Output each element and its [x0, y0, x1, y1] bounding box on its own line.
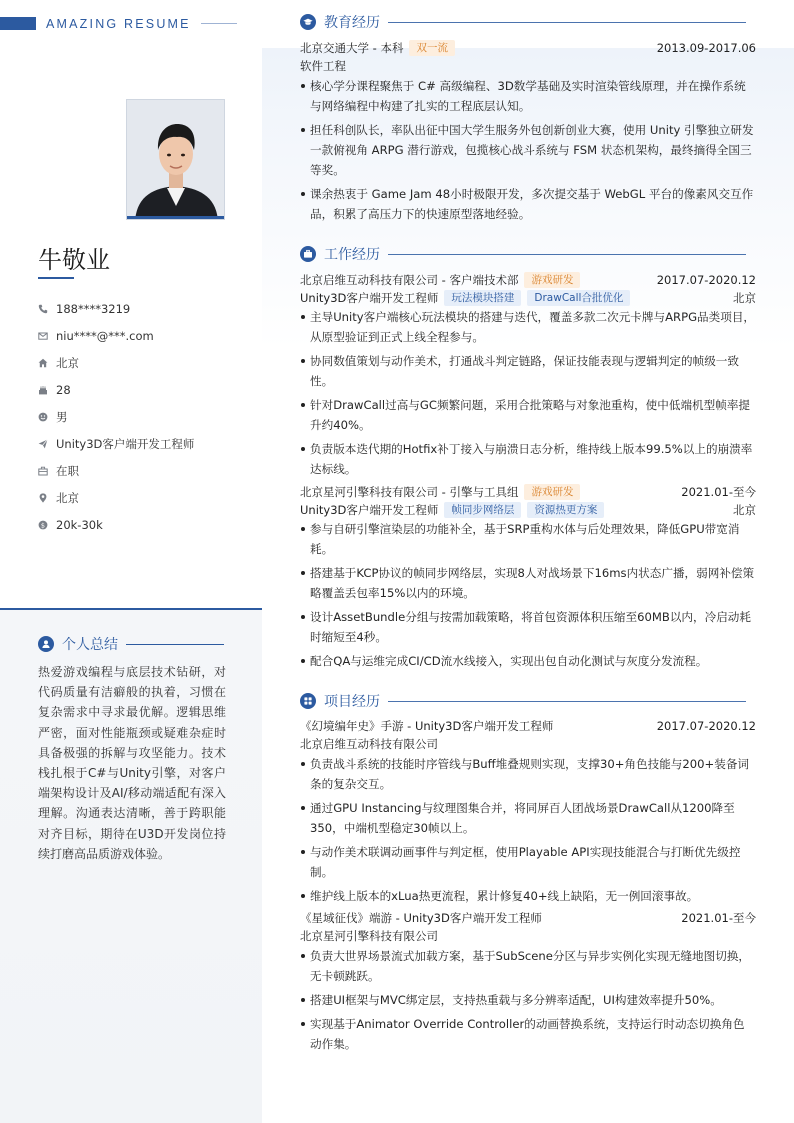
job-1-tag: 游戏研发	[524, 272, 580, 288]
info-email	[38, 322, 258, 349]
project-1-bullets	[300, 754, 756, 910]
job-2-role-row	[300, 502, 756, 518]
home-icon	[38, 358, 48, 368]
project-1-company: 北京启维互动科技有限公司	[300, 737, 438, 751]
list-item: 配合QA与运维完成CI/CD流水线接入，实现出包自动化测试与灰度分发流程。	[300, 651, 756, 671]
work-section-header	[300, 244, 746, 264]
education-section-header	[300, 12, 746, 32]
job-1-role: Unity3D客户端开发工程师	[300, 291, 439, 305]
list-item: 与动作美术联调动画事件与判定框，使用Playable API实现技能混合与打断优先级控制。	[300, 842, 756, 882]
work-icon	[300, 246, 316, 262]
info-phone	[38, 295, 258, 322]
info-email-value: niu****@***.com	[56, 328, 154, 343]
list-item: 负责战斗系统的技能时序管线与Buff堆叠规则实现，支撑30+角色技能与200+装备词条的复杂交互。	[300, 754, 756, 794]
summary-title-line	[126, 644, 224, 645]
info-target-city-value: 北京	[56, 490, 79, 505]
info-target-position-value: Unity3D客户端开发工程师	[56, 436, 195, 451]
info-salary-value: 20k-30k	[56, 517, 103, 532]
education-school-tag: 双一流	[409, 40, 455, 56]
grid-icon	[300, 693, 316, 709]
summary-title: 个人总结	[62, 637, 118, 653]
list-item: 搭建基于KCP协议的帧同步网络层，实现8人对战场景下16ms内状态广播，弱网补偿策略覆盖丢包率15%以内的环境。	[300, 563, 756, 603]
job-2-skill-1: 帧同步网络层	[444, 502, 521, 518]
list-item: 核心学分课程聚焦于 C# 高级编程、3D数学基础及实时渲染管线原理，并在操作系统与网络编程中构建了扎实的工程底层认知。	[300, 76, 756, 116]
project-1-period: 2017.07-2020.12	[656, 719, 756, 733]
info-phone-value: 188****3219	[56, 301, 131, 316]
project-1-name: 《幻境编年史》手游 - Unity3D客户端开发工程师	[300, 719, 554, 733]
job-1-skill-2: DrawCall合批优化	[527, 290, 630, 306]
job-1-company: 北京启维互动科技有限公司 - 客户端技术部	[300, 273, 519, 287]
projects-title: 项目经历	[324, 694, 380, 710]
list-item: 主导Unity客户端核心玩法模块的搭建与迭代，覆盖多款二次元卡牌与ARPG品类项目，从原型验证到正式上线全程参与。	[300, 307, 756, 347]
list-item: 实现基于Animator Override Controller的动画替换系统，支持运行时动态切换角色动作集。	[300, 1014, 756, 1054]
job-1-role-row	[300, 290, 756, 306]
job-2-bullets	[300, 519, 756, 675]
candidate-name: 牛敬业	[38, 246, 110, 274]
education-row	[300, 40, 756, 56]
list-item: 参与自研引擎渲染层的功能补全，基于SRP重构水体与后处理效果，降低GPU带宽消耗。	[300, 519, 756, 559]
name-underline	[38, 277, 74, 279]
project-2-period: 2021.01-至今	[681, 911, 756, 925]
info-age-value: 28	[56, 382, 71, 397]
project-2-bullets	[300, 946, 756, 1058]
project-2-company-row	[300, 928, 756, 944]
send-icon	[38, 439, 48, 449]
education-period: 2013.09-2017.06	[656, 41, 756, 55]
job-2-city: 北京	[733, 503, 756, 517]
job-2-tag: 游戏研发	[524, 484, 580, 500]
info-age	[38, 376, 258, 403]
list-item: 课余热衷于 Game Jam 48小时极限开发，多次提交基于 WebGL 平台的像素风交互作品，积累了高压力下的快速原型落地经验。	[300, 184, 756, 224]
info-hometown	[38, 349, 258, 376]
project-1-header	[300, 718, 756, 734]
brand-text: AMAZING RESUME	[46, 16, 191, 31]
education-school: 北京交通大学 - 本科	[300, 41, 404, 55]
user-icon	[38, 636, 54, 652]
mail-icon	[38, 331, 48, 341]
education-bullets	[300, 76, 756, 228]
job-1-header	[300, 272, 756, 288]
list-item: 维护线上版本的xLua热更流程，累计修复40+线上缺陷，无一例回滚事故。	[300, 886, 756, 906]
projects-title-line	[388, 701, 746, 702]
smile-icon	[38, 412, 48, 422]
project-2-company: 北京星河引擎科技有限公司	[300, 929, 438, 943]
job-2-period: 2021.01-至今	[681, 485, 756, 499]
job-2-header	[300, 484, 756, 500]
profile-photo	[126, 99, 225, 220]
info-salary	[38, 511, 258, 538]
education-major-row	[300, 58, 756, 74]
job-1-period: 2017.07-2020.12	[656, 273, 756, 287]
photo-accent-bar	[127, 216, 224, 219]
info-hometown-value: 北京	[56, 355, 79, 370]
work-title-line	[388, 254, 746, 255]
job-1-skill-1: 玩法模块搭建	[444, 290, 521, 306]
graduation-cap-icon	[300, 14, 316, 30]
job-2-role: Unity3D客户端开发工程师	[300, 503, 439, 517]
list-item: 通过GPU Instancing与纹理图集合并，将同屏百人团战场景DrawCall从1200降至350，中端机型稳定30帧以上。	[300, 798, 756, 838]
money-icon	[38, 520, 48, 530]
job-1-city: 北京	[733, 291, 756, 305]
list-item: 针对DrawCall过高与GC频繁问题，采用合批策略与对象池重构，使中低端机型帧率提升约40%。	[300, 395, 756, 435]
svg-text:$: $	[40, 520, 46, 529]
education-major: 软件工程	[300, 59, 346, 73]
info-gender	[38, 403, 258, 430]
job-2-skill-2: 资源热更方案	[527, 502, 604, 518]
location-pin-icon	[38, 493, 48, 503]
summary-divider	[0, 608, 262, 610]
list-item: 担任科创队长，率队出征中国大学生服务外包创新创业大赛，使用 Unity 引擎独立研发一款俯视角 ARPG 潜行游戏，包揽核心战斗系统与 FSM 状态机架构，最终摘得全国三等奖。	[300, 120, 756, 180]
education-title: 教育经历	[324, 15, 380, 31]
project-2-header	[300, 910, 756, 926]
job-2-company: 北京星河引擎科技有限公司 - 引擎与工具组	[300, 485, 519, 499]
summary-text: 热爱游戏编程与底层技术钻研，对代码质量有洁癖般的执着，习惯在复杂需求中寻求最优解。逻辑思维严密，面对性能瓶颈或疑难杂症时具备极强的拆解与攻坚能力。技术栈扎根于C#与Unity引擎，对客户端架构设计及AI/移动端适配有深入理解。沟通表达清晰，善于跨职能对齐目标，期待在U3D开发岗位持续打磨高品质游戏体验。	[38, 665, 226, 861]
brand-line	[201, 23, 237, 24]
portrait-illustration	[127, 100, 225, 220]
briefcase-icon	[38, 466, 48, 476]
projects-section-header	[300, 691, 746, 711]
job-1-bullets	[300, 307, 756, 483]
phone-icon	[38, 304, 48, 314]
info-target-position	[38, 430, 258, 457]
info-target-city	[38, 484, 258, 511]
contact-info-list	[38, 295, 258, 538]
brand-header	[0, 17, 237, 30]
project-1-company-row	[300, 736, 756, 752]
brand-bar	[0, 17, 36, 30]
list-item: 负责版本迭代期的Hotfix补丁接入与崩溃日志分析，维持线上版本99.5%以上的崩溃率达标线。	[300, 439, 756, 479]
info-status	[38, 457, 258, 484]
list-item: 搭建UI框架与MVC绑定层，支持热重载与多分辨率适配，UI构建效率提升50%。	[300, 990, 756, 1010]
info-status-value: 在职	[56, 463, 79, 478]
list-item: 协同数值策划与动作美术，打通战斗判定链路，保证技能表现与逻辑判定的帧级一致性。	[300, 351, 756, 391]
list-item: 设计AssetBundle分组与按需加载策略，将首包资源体积压缩至60MB以内，冷启动耗时缩短至4秒。	[300, 607, 756, 647]
summary-section-header	[38, 634, 224, 654]
education-title-line	[388, 22, 746, 23]
cake-icon	[38, 385, 48, 395]
work-title: 工作经历	[324, 247, 380, 263]
project-2-name: 《星域征伐》端游 - Unity3D客户端开发工程师	[300, 911, 542, 925]
info-gender-value: 男	[56, 409, 68, 424]
list-item: 负责大世界场景流式加载方案，基于SubScene分区与异步实例化实现无缝地图切换，无卡顿跳跃。	[300, 946, 756, 986]
